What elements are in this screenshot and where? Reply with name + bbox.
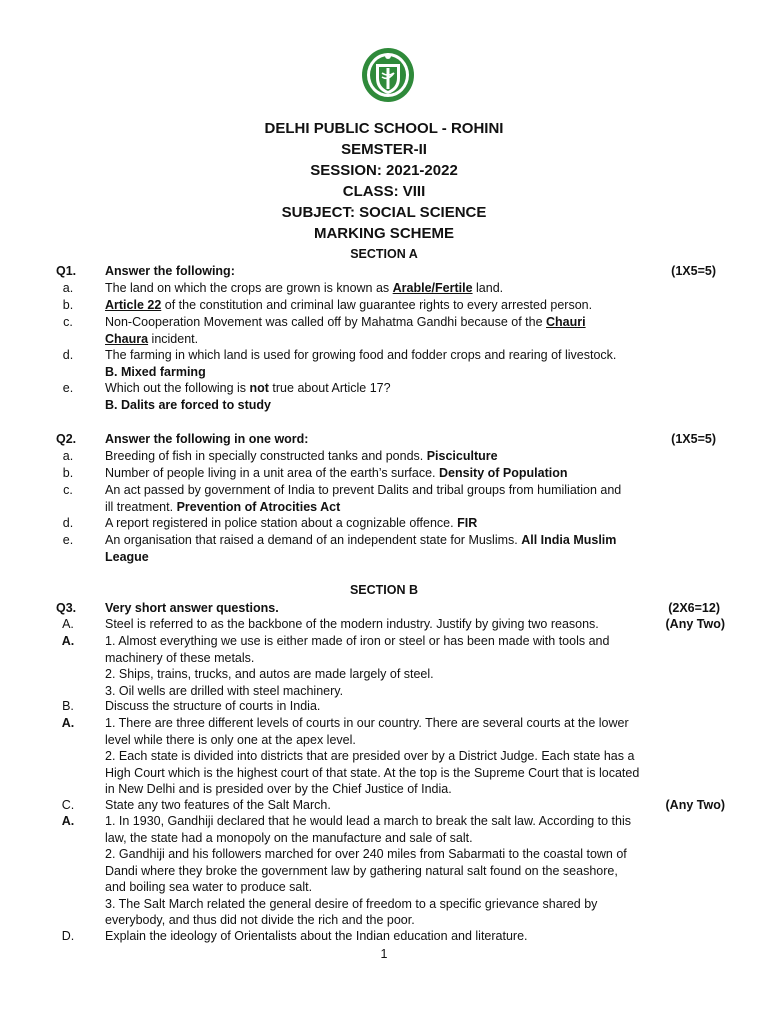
- item-text: The farming in which land is used for growing food and fodder crops and rearing of livestock. B. Mixed farming: [105, 348, 617, 379]
- item-label: a.: [62, 449, 74, 463]
- marking-scheme-title: MARKING SCHEME: [313, 225, 454, 242]
- item-label: d.: [62, 516, 74, 530]
- item-label: e.: [62, 381, 74, 395]
- item-label: b.: [62, 298, 74, 312]
- page-number: 1: [380, 947, 388, 961]
- any-two-label: (Any Two): [665, 798, 725, 812]
- question-number: Q3.: [56, 601, 77, 615]
- item-text: The land on which the crops are grown is known as Arable/Fertile land.: [105, 281, 504, 295]
- answer: Density of Population: [439, 466, 568, 480]
- answer-label: A.: [61, 814, 75, 828]
- question-number: Q2.: [56, 432, 77, 446]
- answer: All India Muslim League: [105, 533, 617, 564]
- item-text: A report registered in police station about a cognizable offence. FIR: [105, 516, 478, 530]
- marks-label: (2X6=12): [668, 601, 720, 615]
- question-title: Answer the following in one word:: [105, 432, 309, 446]
- class-label: CLASS: VIII: [342, 183, 426, 200]
- item-label: B.: [62, 699, 74, 713]
- item-text: Which out the following is not true about Article 17? B. Dalits are forced to study: [105, 381, 391, 412]
- item-label: A.: [62, 617, 74, 631]
- item-text: Explain the ideology of Orientalists about the Indian education and literature.: [105, 929, 528, 943]
- answer: Chauri Chaura: [105, 315, 586, 346]
- answer: Pisciculture: [426, 449, 498, 463]
- item-text: Non-Cooperation Movement was called off by Mahatma Gandhi because of the Chauri Chaura incident.: [105, 315, 586, 346]
- item-label: d.: [62, 348, 74, 362]
- item-label: C.: [61, 798, 75, 812]
- any-two-label: (Any Two): [665, 617, 725, 631]
- answer: B. Dalits are forced to study: [105, 397, 272, 412]
- item-label: b.: [62, 466, 74, 480]
- item-label: D.: [61, 929, 75, 943]
- answer-label: A.: [61, 634, 75, 648]
- item-text: Discuss the structure of courts in India.: [105, 699, 321, 713]
- semester-label: SEMSTER-II: [341, 141, 427, 158]
- item-text: An organisation that raised a demand of an independent state for Muslims. All India Muslim League: [105, 533, 617, 564]
- item-text: Breeding of fish in specially constructed tanks and ponds. Pisciculture: [105, 449, 498, 463]
- item-label: a.: [62, 281, 74, 295]
- answer: FIR: [457, 516, 478, 530]
- item-label: e.: [62, 533, 74, 547]
- marks-label: (1X5=5): [671, 432, 716, 446]
- item-text: Steel is referred to as the backbone of the modern industry. Justify by giving two reasons.: [105, 617, 599, 631]
- answer-text: 1. Almost everything we use is either made of iron or steel or has been made with tools and machinery of these metals. 2. Ships, trains, trucks, and autos are made largely of steel. 3. Oil wells are drilled with steel machinery.: [105, 634, 610, 698]
- school-name: DELHI PUBLIC SCHOOL - ROHINI: [264, 120, 504, 137]
- marks-label: (1X5=5): [671, 264, 716, 278]
- school-crest-icon: [360, 46, 416, 104]
- item-text: Article 22 of the constitution and criminal law guarantee rights to every arrested person.: [105, 298, 593, 312]
- question-number: Q1.: [56, 264, 77, 278]
- section-b-heading: SECTION B: [349, 583, 419, 597]
- answer: Arable/Fertile: [392, 281, 473, 295]
- item-label: c.: [63, 315, 73, 329]
- section-a-heading: SECTION A: [350, 247, 418, 261]
- item-text: State any two features of the Salt March.: [105, 798, 331, 812]
- subject-label: SUBJECT: SOCIAL SCIENCE: [281, 204, 487, 221]
- item-label: c.: [63, 483, 73, 497]
- item-text: An act passed by government of India to prevent Dalits and tribal groups from humiliation and ill treatment. Prevention of Atrocities Act: [105, 483, 622, 514]
- answer: Article 22: [105, 298, 162, 312]
- question-title: Very short answer questions.: [105, 601, 279, 615]
- item-text: Number of people living in a unit area of the earth’s surface. Density of Population: [105, 466, 568, 480]
- answer: B. Mixed farming: [105, 364, 206, 379]
- question-title: Answer the following:: [105, 264, 235, 278]
- session-label: SESSION: 2021-2022: [310, 162, 458, 179]
- answer-text: 1. There are three different levels of courts in our country. There are several courts at the lower level while there is only one at the apex level. 2. Each state is divided into districts that are presided over by a District Judge. Each state has a High Court which is the highest court of that state. At the top is the Supreme Court that is located in New Delhi and is presided over by the Chief Justice of India.: [105, 716, 640, 796]
- answer-text: 1. In 1930, Gandhiji declared that he would lead a march to break the salt law. According to this law, the state had a monopoly on the manufacture and sale of salt. 2. Gandhiji and his followers marched for over 240 miles from Sabarmati to the coastal town of Dandi where they broke the government law by gathering natural salt found on the seashore, and boiling sea water to produce salt. 3. The Salt March related the general desire of freedom to a specific grievance shared by everybody, and thus did not divide the rich and the poor.: [105, 814, 632, 927]
- answer-label: A.: [61, 716, 75, 730]
- answer: Prevention of Atrocities Act: [176, 499, 341, 514]
